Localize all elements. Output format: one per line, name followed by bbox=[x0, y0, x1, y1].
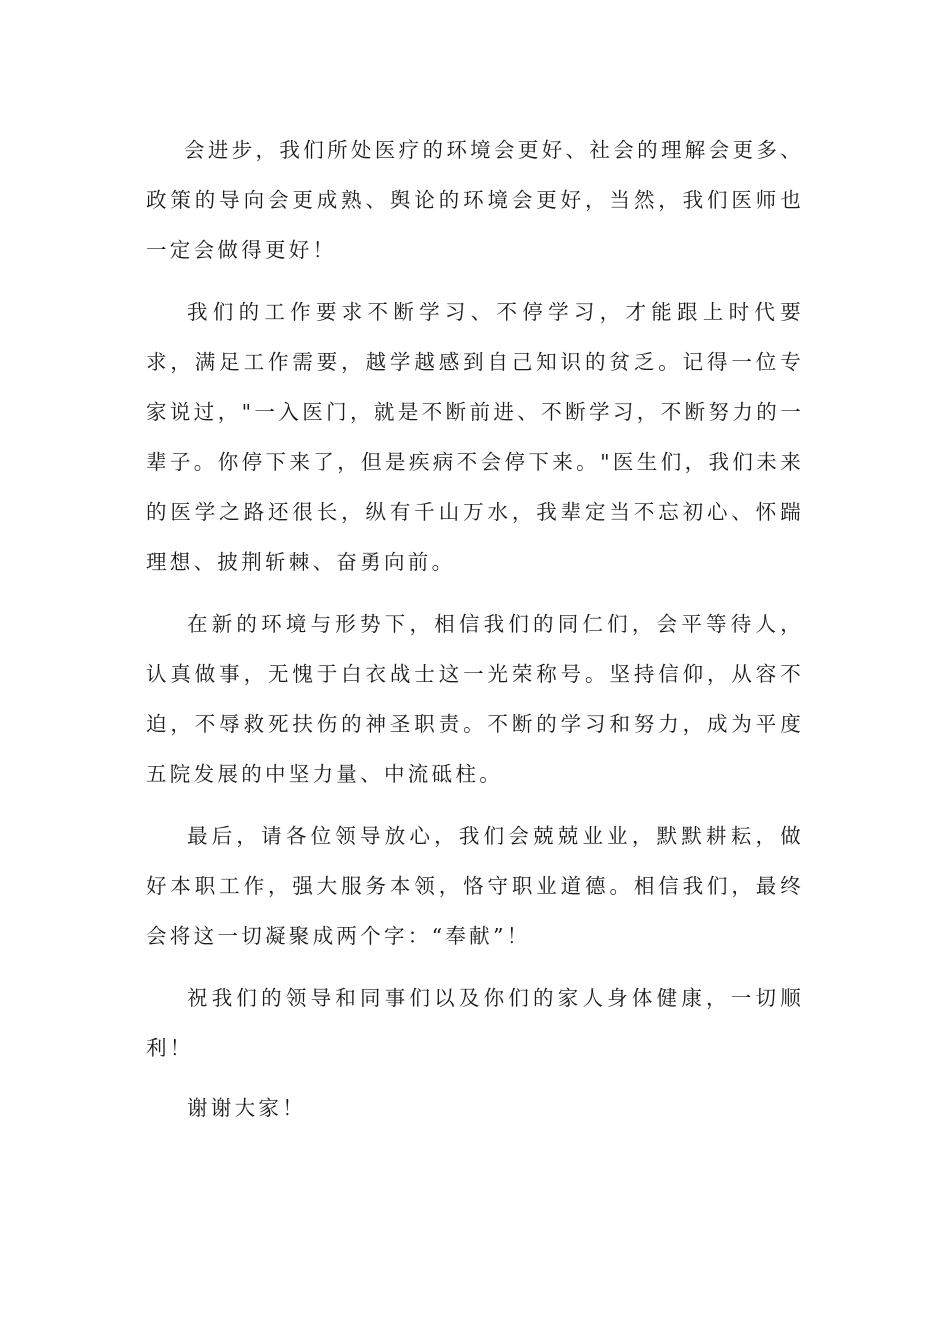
paragraph-2: 我们的工作要求不断学习、不停学习，才能跟上时代要求，满足工作需要，越学越感到自己知识的贫乏。记得一位专家说过，"一入医门，就是不断前进、不断学习，不断努力的一辈子。你停下来了，但是疾病不会停下来。"医生们，我们未来的医学之路还很长，纵有千山万水，我辈定当不忘初心、怀踹理想、披荆斩棘、奋勇向前。 bbox=[146, 300, 804, 574]
paragraph-1: 会进步，我们所处医疗的环境会更好、社会的理解会更多、政策的导向会更成熟、舆论的环境会更好，当然，我们医师也一定会做得更好！ bbox=[146, 138, 804, 262]
paragraph-4: 最后，请各位领导放心，我们会兢兢业业，默默耕耘，做好本职工作，强大服务本领，恪守职业道德。相信我们，最终会将这一切凝聚成两个字：“奉献”！ bbox=[146, 824, 804, 948]
paragraph-6: 谢谢大家！ bbox=[187, 1096, 306, 1120]
paragraph-3: 在新的环境与形势下，相信我们的同仁们，会平等待人，认真做事，无愧于白衣战士这一光荣称号。坚持信仰，从容不迫，不辱救死扶伤的神圣职责。不断的学习和努力，成为平度五院发展的中坚力量、中流砥柱。 bbox=[146, 612, 804, 786]
document-body bbox=[146, 125, 804, 1133]
paragraph-5: 祝我们的领导和同事们以及你们的家人身体健康，一切顺利！ bbox=[146, 986, 804, 1060]
